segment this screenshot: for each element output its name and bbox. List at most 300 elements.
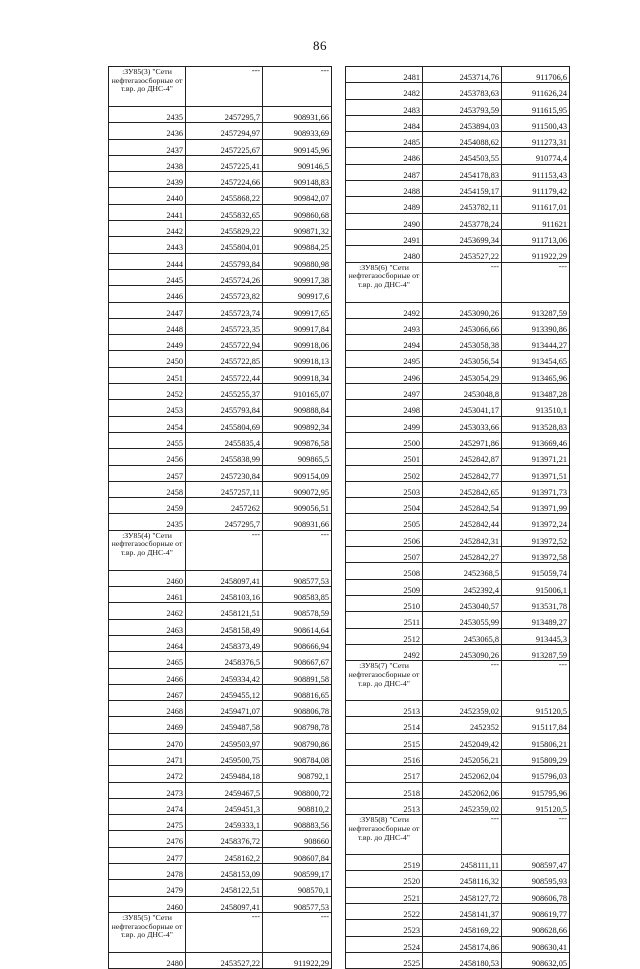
y-coordinate-cell: 909056,51 <box>263 498 332 514</box>
y-coordinate-cell: 908891,58 <box>263 668 332 684</box>
table-row <box>346 749 570 765</box>
point-number-cell: 2497 <box>346 384 423 400</box>
x-coordinate-cell: 2458097,41 <box>186 896 263 912</box>
point-number-cell: 2439 <box>109 172 186 188</box>
y-coordinate-cell: 908790,86 <box>263 733 332 749</box>
point-number-cell: 2490 <box>346 213 423 229</box>
table-row <box>109 302 332 318</box>
point-number-cell: 2464 <box>109 635 186 651</box>
table-row <box>346 936 570 952</box>
y-coordinate-cell: 908660 <box>263 831 332 847</box>
x-coordinate-cell: 2458122,51 <box>186 880 263 896</box>
point-number-cell: 2469 <box>109 717 186 733</box>
x-coordinate-cell: 2453056,54 <box>423 351 502 367</box>
y-coordinate-cell: 909917,6 <box>263 286 332 302</box>
y-coordinate-cell: 908583,85 <box>263 587 332 603</box>
section-header-row <box>109 912 332 952</box>
point-number-cell: 2472 <box>109 766 186 782</box>
y-coordinate-cell: 915006,1 <box>502 579 570 595</box>
x-coordinate-cell: 2452062,06 <box>423 782 502 798</box>
x-coordinate-cell: 2455722,94 <box>186 335 263 351</box>
y-coordinate-cell: 913971,51 <box>502 465 570 481</box>
point-number-cell: 2462 <box>109 603 186 619</box>
table-row <box>346 83 570 99</box>
table-row <box>109 701 332 717</box>
y-coordinate-cell: 911922,29 <box>263 952 332 968</box>
table-row <box>346 701 570 717</box>
point-number-cell: 2478 <box>109 864 186 880</box>
empty-x-cell: --- <box>186 67 263 107</box>
point-number-cell: 2503 <box>346 481 423 497</box>
x-coordinate-cell: 2453090,26 <box>423 302 502 318</box>
table-row <box>346 384 570 400</box>
x-coordinate-cell: 2453778,24 <box>423 213 502 229</box>
x-coordinate-cell: 2457225,67 <box>186 139 263 155</box>
table-row <box>109 481 332 497</box>
point-number-cell: 2441 <box>109 204 186 220</box>
x-coordinate-cell: 2453033,66 <box>423 416 502 432</box>
y-coordinate-cell: 909842,07 <box>263 188 332 204</box>
table-row <box>346 115 570 131</box>
table-row <box>109 815 332 831</box>
table-row <box>109 782 332 798</box>
x-coordinate-cell: 2458169,22 <box>423 920 502 936</box>
y-coordinate-cell: 913510,1 <box>502 400 570 416</box>
x-coordinate-cell: 2452842,77 <box>423 465 502 481</box>
x-coordinate-cell: 2459467,5 <box>186 782 263 798</box>
point-number-cell: 2489 <box>346 197 423 213</box>
section-title: :ЗУ85(4) "Сети нефтегазосборные от т.вр. до ДНС-4" <box>109 530 186 570</box>
y-coordinate-cell: 909871,32 <box>263 221 332 237</box>
x-coordinate-cell: 2458174,86 <box>423 936 502 952</box>
table-row <box>109 123 332 139</box>
y-coordinate-cell: 913972,24 <box>502 514 570 530</box>
point-number-cell: 2486 <box>346 148 423 164</box>
x-coordinate-cell: 2453527,22 <box>186 952 263 968</box>
y-coordinate-cell: 909146,5 <box>263 155 332 171</box>
point-number-cell: 2479 <box>109 880 186 896</box>
y-coordinate-cell: 908619,77 <box>502 904 570 920</box>
table-row <box>109 749 332 765</box>
y-coordinate-cell: 908667,67 <box>263 652 332 668</box>
x-coordinate-cell: 2457225,41 <box>186 155 263 171</box>
table-row <box>346 952 570 968</box>
x-coordinate-cell: 2455829,22 <box>186 221 263 237</box>
table-row <box>346 67 570 83</box>
x-coordinate-cell: 2452062,04 <box>423 766 502 782</box>
point-number-cell: 2468 <box>109 701 186 717</box>
y-coordinate-cell: 915120,5 <box>502 798 570 814</box>
y-coordinate-cell: 908931,66 <box>263 107 332 123</box>
y-coordinate-cell: 909917,65 <box>263 302 332 318</box>
table-row <box>109 172 332 188</box>
point-number-cell: 2445 <box>109 269 186 285</box>
table-row <box>346 733 570 749</box>
y-coordinate-cell: 913971,99 <box>502 498 570 514</box>
x-coordinate-cell: 2459500,75 <box>186 749 263 765</box>
y-coordinate-cell: 908630,41 <box>502 936 570 952</box>
x-coordinate-cell: 2453699,34 <box>423 229 502 245</box>
y-coordinate-cell: 908578,59 <box>263 603 332 619</box>
x-coordinate-cell: 2453782,11 <box>423 197 502 213</box>
point-number-cell: 2448 <box>109 318 186 334</box>
x-coordinate-cell: 2455838,99 <box>186 449 263 465</box>
y-coordinate-cell: 909884,25 <box>263 237 332 253</box>
y-coordinate-cell: 911500,43 <box>502 115 570 131</box>
point-number-cell: 2517 <box>346 766 423 782</box>
y-coordinate-cell: 908607,84 <box>263 847 332 863</box>
point-number-cell: 2457 <box>109 465 186 481</box>
table-row <box>346 612 570 628</box>
section-header-row <box>109 67 332 107</box>
x-coordinate-cell: 2452842,27 <box>423 547 502 563</box>
point-number-cell: 2485 <box>346 132 423 148</box>
y-coordinate-cell: 910165,07 <box>263 384 332 400</box>
x-coordinate-cell: 2455723,82 <box>186 286 263 302</box>
y-coordinate-cell: 909880,98 <box>263 253 332 269</box>
table-row <box>109 587 332 603</box>
x-coordinate-cell: 2458153,09 <box>186 864 263 880</box>
table-row <box>109 766 332 782</box>
point-number-cell: 2476 <box>109 831 186 847</box>
point-number-cell: 2449 <box>109 335 186 351</box>
table-row <box>346 920 570 936</box>
coordinate-table <box>345 66 570 969</box>
table-row <box>346 351 570 367</box>
y-coordinate-cell: 909148,83 <box>263 172 332 188</box>
empty-x-cell: --- <box>186 530 263 570</box>
table-row <box>109 384 332 400</box>
point-number-cell: 2510 <box>346 595 423 611</box>
x-coordinate-cell: 2457294,97 <box>186 123 263 139</box>
table-row <box>109 952 332 968</box>
y-coordinate-cell: 910774,4 <box>502 148 570 164</box>
table-row <box>346 904 570 920</box>
point-number-cell: 2492 <box>346 644 423 660</box>
point-number-cell: 2515 <box>346 733 423 749</box>
point-number-cell: 2460 <box>109 896 186 912</box>
point-number-cell: 2513 <box>346 701 423 717</box>
y-coordinate-cell: 909918,13 <box>263 351 332 367</box>
y-coordinate-cell: 909917,84 <box>263 318 332 334</box>
x-coordinate-cell: 2458121,51 <box>186 603 263 619</box>
point-number-cell: 2492 <box>346 302 423 318</box>
x-coordinate-cell: 2455255,37 <box>186 384 263 400</box>
point-number-cell: 2514 <box>346 717 423 733</box>
point-number-cell: 2499 <box>346 416 423 432</box>
x-coordinate-cell: 2453527,22 <box>423 246 502 262</box>
point-number-cell: 2450 <box>109 351 186 367</box>
point-number-cell: 2518 <box>346 782 423 798</box>
y-coordinate-cell: 915795,96 <box>502 782 570 798</box>
point-number-cell: 2523 <box>346 920 423 936</box>
point-number-cell: 2471 <box>109 749 186 765</box>
x-coordinate-cell: 2455724,26 <box>186 269 263 285</box>
table-row <box>346 213 570 229</box>
table-row <box>109 416 332 432</box>
x-coordinate-cell: 2459333,1 <box>186 815 263 831</box>
x-coordinate-cell: 2455722,85 <box>186 351 263 367</box>
point-number-cell: 2519 <box>346 855 423 871</box>
table-row <box>109 155 332 171</box>
table-row <box>109 107 332 123</box>
point-number-cell: 2520 <box>346 871 423 887</box>
x-coordinate-cell: 2455793,84 <box>186 400 263 416</box>
y-coordinate-cell: 908800,72 <box>263 782 332 798</box>
y-coordinate-cell: 908614,64 <box>263 619 332 635</box>
point-number-cell: 2522 <box>346 904 423 920</box>
point-number-cell: 2506 <box>346 530 423 546</box>
y-coordinate-cell: 908577,53 <box>263 570 332 586</box>
table-row <box>346 717 570 733</box>
x-coordinate-cell: 2453058,38 <box>423 335 502 351</box>
table-row <box>109 603 332 619</box>
table-row <box>346 798 570 814</box>
table-row <box>346 449 570 465</box>
x-coordinate-cell: 2453090,26 <box>423 644 502 660</box>
x-coordinate-cell: 2454159,17 <box>423 181 502 197</box>
y-coordinate-cell: 911273,31 <box>502 132 570 148</box>
table-row <box>346 887 570 903</box>
y-coordinate-cell: 908931,66 <box>263 514 332 530</box>
empty-y-cell: --- <box>263 67 332 107</box>
y-coordinate-cell: 911713,06 <box>502 229 570 245</box>
empty-x-cell: --- <box>423 661 502 701</box>
empty-y-cell: --- <box>502 661 570 701</box>
y-coordinate-cell: 908792,1 <box>263 766 332 782</box>
y-coordinate-cell: 908597,47 <box>502 855 570 871</box>
y-coordinate-cell: 915120,5 <box>502 701 570 717</box>
point-number-cell: 2494 <box>346 335 423 351</box>
y-coordinate-cell: 913669,46 <box>502 432 570 448</box>
point-number-cell: 2435 <box>109 514 186 530</box>
point-number-cell: 2470 <box>109 733 186 749</box>
y-coordinate-cell: 915806,21 <box>502 733 570 749</box>
y-coordinate-cell: 913287,59 <box>502 302 570 318</box>
y-coordinate-cell: 908606,78 <box>502 887 570 903</box>
point-number-cell: 2509 <box>346 579 423 595</box>
x-coordinate-cell: 2452971,86 <box>423 432 502 448</box>
x-coordinate-cell: 2453714,76 <box>423 67 502 83</box>
table-row <box>109 847 332 863</box>
point-number-cell: 2461 <box>109 587 186 603</box>
x-coordinate-cell: 2459455,12 <box>186 684 263 700</box>
table-row <box>109 570 332 586</box>
x-coordinate-cell: 2458111,11 <box>423 855 502 871</box>
point-number-cell: 2507 <box>346 547 423 563</box>
point-number-cell: 2521 <box>346 887 423 903</box>
y-coordinate-cell: 908883,56 <box>263 815 332 831</box>
table-row <box>346 197 570 213</box>
table-row <box>346 644 570 660</box>
point-number-cell: 2487 <box>346 164 423 180</box>
table-row <box>346 465 570 481</box>
table-row <box>109 652 332 668</box>
empty-y-cell: --- <box>263 912 332 952</box>
table-row <box>109 717 332 733</box>
x-coordinate-cell: 2454503,55 <box>423 148 502 164</box>
table-row <box>109 204 332 220</box>
x-coordinate-cell: 2457230,84 <box>186 465 263 481</box>
section-header-row <box>346 815 570 855</box>
y-coordinate-cell: 908632,05 <box>502 952 570 968</box>
table-row <box>109 221 332 237</box>
x-coordinate-cell: 2457295,7 <box>186 514 263 530</box>
y-coordinate-cell: 915809,29 <box>502 749 570 765</box>
point-number-cell: 2435 <box>109 107 186 123</box>
point-number-cell: 2508 <box>346 563 423 579</box>
table-row <box>109 432 332 448</box>
point-number-cell: 2473 <box>109 782 186 798</box>
point-number-cell: 2483 <box>346 99 423 115</box>
y-coordinate-cell: 911922,29 <box>502 246 570 262</box>
table-row <box>109 831 332 847</box>
y-coordinate-cell: 909892,34 <box>263 416 332 432</box>
y-coordinate-cell: 911617,01 <box>502 197 570 213</box>
x-coordinate-cell: 2453054,29 <box>423 367 502 383</box>
x-coordinate-cell: 2452842,44 <box>423 514 502 530</box>
point-number-cell: 2440 <box>109 188 186 204</box>
table-row <box>346 547 570 563</box>
y-coordinate-cell: 909865,5 <box>263 449 332 465</box>
point-number-cell: 2480 <box>346 246 423 262</box>
table-row <box>346 181 570 197</box>
table-row <box>109 635 332 651</box>
point-number-cell: 2447 <box>109 302 186 318</box>
x-coordinate-cell: 2453048,8 <box>423 384 502 400</box>
point-number-cell: 2443 <box>109 237 186 253</box>
x-coordinate-cell: 2453793,59 <box>423 99 502 115</box>
right-coordinate-table <box>345 66 570 969</box>
y-coordinate-cell: 911626,24 <box>502 83 570 99</box>
point-number-cell: 2446 <box>109 286 186 302</box>
x-coordinate-cell: 2453065,8 <box>423 628 502 644</box>
point-number-cell: 2504 <box>346 498 423 514</box>
x-coordinate-cell: 2458158,49 <box>186 619 263 635</box>
table-row <box>109 498 332 514</box>
point-number-cell: 2516 <box>346 749 423 765</box>
point-number-cell: 2501 <box>346 449 423 465</box>
table-row <box>346 628 570 644</box>
table-row <box>346 416 570 432</box>
x-coordinate-cell: 2452392,4 <box>423 579 502 595</box>
x-coordinate-cell: 2453041,17 <box>423 400 502 416</box>
point-number-cell: 2444 <box>109 253 186 269</box>
y-coordinate-cell: 911615,95 <box>502 99 570 115</box>
x-coordinate-cell: 2457224,66 <box>186 172 263 188</box>
table-row <box>109 514 332 530</box>
y-coordinate-cell: 913487,28 <box>502 384 570 400</box>
y-coordinate-cell: 908595,93 <box>502 871 570 887</box>
point-number-cell: 2498 <box>346 400 423 416</box>
table-row <box>346 318 570 334</box>
table-row <box>346 514 570 530</box>
y-coordinate-cell: 908806,78 <box>263 701 332 717</box>
y-coordinate-cell: 913971,73 <box>502 481 570 497</box>
point-number-cell: 2495 <box>346 351 423 367</box>
point-number-cell: 2477 <box>109 847 186 863</box>
empty-y-cell: --- <box>502 262 570 302</box>
x-coordinate-cell: 2452842,31 <box>423 530 502 546</box>
table-row <box>109 188 332 204</box>
table-row <box>346 99 570 115</box>
y-coordinate-cell: 913528,83 <box>502 416 570 432</box>
y-coordinate-cell: 913971,21 <box>502 449 570 465</box>
y-coordinate-cell: 913531,78 <box>502 595 570 611</box>
x-coordinate-cell: 2454178,83 <box>423 164 502 180</box>
point-number-cell: 2467 <box>109 684 186 700</box>
table-row <box>346 563 570 579</box>
y-coordinate-cell: 908810,2 <box>263 798 332 814</box>
point-number-cell: 2482 <box>346 83 423 99</box>
table-row <box>109 733 332 749</box>
table-row <box>346 432 570 448</box>
coordinate-table <box>108 66 332 969</box>
y-coordinate-cell: 913454,65 <box>502 351 570 367</box>
x-coordinate-cell: 2453066,66 <box>423 318 502 334</box>
table-row <box>109 237 332 253</box>
x-coordinate-cell: 2453040,57 <box>423 595 502 611</box>
table-row <box>109 668 332 684</box>
table-row <box>346 498 570 514</box>
y-coordinate-cell: 908784,08 <box>263 749 332 765</box>
point-number-cell: 2505 <box>346 514 423 530</box>
y-coordinate-cell: 915059,74 <box>502 563 570 579</box>
y-coordinate-cell: 909918,06 <box>263 335 332 351</box>
point-number-cell: 2459 <box>109 498 186 514</box>
y-coordinate-cell: 909888,84 <box>263 400 332 416</box>
point-number-cell: 2465 <box>109 652 186 668</box>
point-number-cell: 2466 <box>109 668 186 684</box>
point-number-cell: 2453 <box>109 400 186 416</box>
point-number-cell: 2488 <box>346 181 423 197</box>
table-row <box>346 766 570 782</box>
y-coordinate-cell: 909918,34 <box>263 367 332 383</box>
x-coordinate-cell: 2452842,87 <box>423 449 502 465</box>
empty-x-cell: --- <box>186 912 263 952</box>
x-coordinate-cell: 2458127,72 <box>423 887 502 903</box>
x-coordinate-cell: 2455832,65 <box>186 204 263 220</box>
x-coordinate-cell: 2452359,02 <box>423 798 502 814</box>
x-coordinate-cell: 2455723,35 <box>186 318 263 334</box>
point-number-cell: 2442 <box>109 221 186 237</box>
section-title: :ЗУ85(6) "Сети нефтегазосборные от т.вр. до ДНС-4" <box>346 262 423 302</box>
table-row <box>109 139 332 155</box>
y-coordinate-cell: 911706,6 <box>502 67 570 83</box>
table-row <box>346 855 570 871</box>
point-number-cell: 2480 <box>109 952 186 968</box>
point-number-cell: 2454 <box>109 416 186 432</box>
table-row <box>346 164 570 180</box>
x-coordinate-cell: 2452352 <box>423 717 502 733</box>
x-coordinate-cell: 2452056,21 <box>423 749 502 765</box>
y-coordinate-cell: 913972,52 <box>502 530 570 546</box>
point-number-cell: 2474 <box>109 798 186 814</box>
table-row <box>346 229 570 245</box>
x-coordinate-cell: 2455793,84 <box>186 253 263 269</box>
y-coordinate-cell: 908570,1 <box>263 880 332 896</box>
empty-y-cell: --- <box>263 530 332 570</box>
table-row <box>346 132 570 148</box>
x-coordinate-cell: 2454088,62 <box>423 132 502 148</box>
point-number-cell: 2460 <box>109 570 186 586</box>
y-coordinate-cell: 913972,58 <box>502 547 570 563</box>
y-coordinate-cell: 909917,38 <box>263 269 332 285</box>
point-number-cell: 2525 <box>346 952 423 968</box>
x-coordinate-cell: 2455723,74 <box>186 302 263 318</box>
x-coordinate-cell: 2458376,5 <box>186 652 263 668</box>
y-coordinate-cell: 908933,69 <box>263 123 332 139</box>
